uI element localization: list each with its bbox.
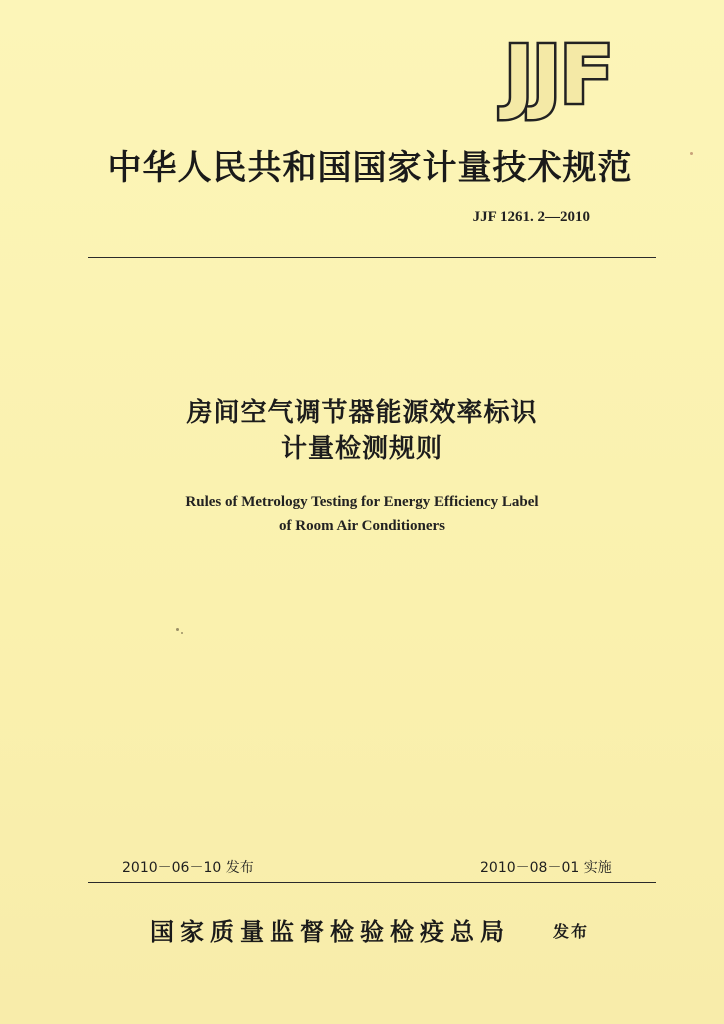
english-title-line-1: Rules of Metrology Testing for Energy Efficiency Label (185, 494, 539, 510)
document-code: JJF 1261. 2—2010 (472, 209, 590, 225)
top-divider (88, 257, 656, 258)
publish-label: 发布 (553, 922, 590, 941)
logo-text: JJF (503, 29, 612, 122)
paper-speck (176, 628, 179, 631)
paper-speck (181, 632, 183, 634)
english-title-line-2: of Room Air Conditioners (279, 518, 445, 534)
bottom-divider (88, 882, 656, 883)
effective-date: 2010－08－01 实施 (480, 860, 612, 876)
jjf-logo (428, 29, 612, 122)
paper-speck (690, 152, 693, 155)
chinese-title-line-2: 计量检测规则 (280, 434, 443, 464)
issue-date: 2010－06－10 发布 (122, 860, 254, 876)
chinese-title-line-1: 房间空气调节器能源效率标识 (186, 398, 538, 428)
country-title: 中华人民共和国国家计量技术规范 (107, 148, 633, 188)
publisher-name: 国家质量监督检验检疫总局 (150, 917, 510, 946)
